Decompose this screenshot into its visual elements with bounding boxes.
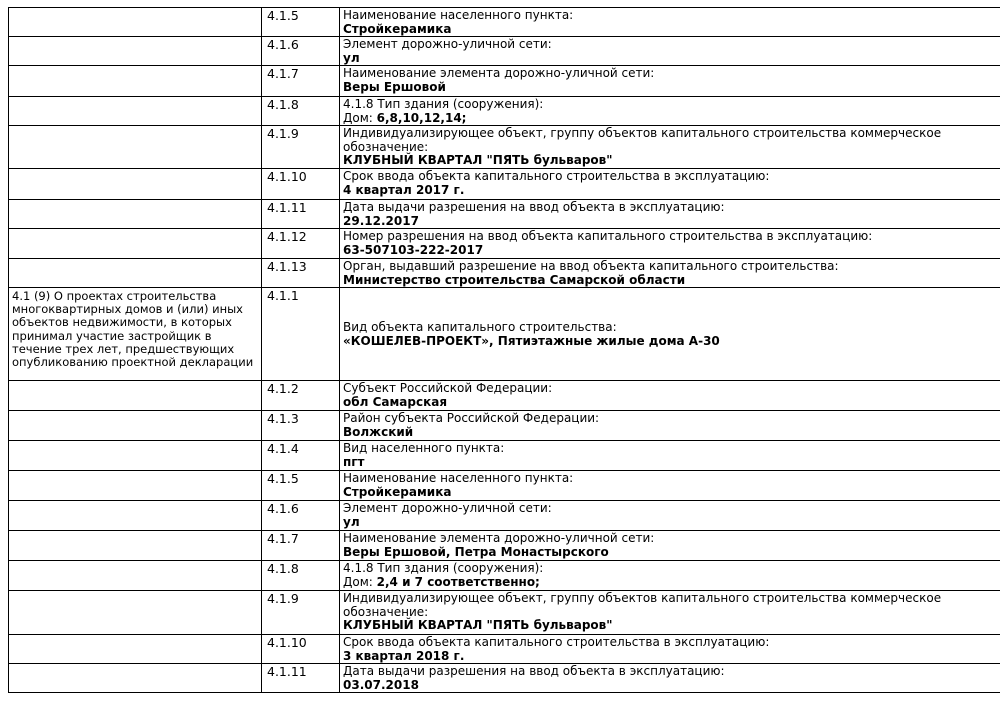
row-value-line	[343, 23, 1000, 37]
table-row	[9, 288, 1000, 381]
row-code: 4.1.7	[267, 531, 299, 546]
table-row	[9, 126, 1000, 169]
section-cell	[9, 411, 262, 441]
table-row	[9, 66, 1000, 97]
row-value: 6,8,10,12,14;	[376, 110, 467, 125]
table-row	[9, 169, 1000, 200]
row-value: пгт	[343, 454, 365, 469]
row-value: Министерство строительства Самарской области	[343, 272, 686, 287]
section-cell	[9, 635, 262, 664]
row-value: КЛУБНЫЙ КВАРТАЛ "ПЯТЬ бульваров"	[343, 153, 613, 167]
value-cell	[340, 66, 1000, 97]
value-cell	[340, 411, 1000, 441]
value-cell	[340, 381, 1000, 411]
row-value-line	[343, 335, 1000, 349]
code-cell	[262, 97, 340, 126]
code-cell	[262, 561, 340, 591]
table-row	[9, 561, 1000, 591]
row-value: «КОШЕЛЕВ-ПРОЕКТ», Пятиэтажные жилые дома А-30	[343, 333, 720, 348]
row-code: 4.1.13	[267, 259, 307, 274]
value-cell	[340, 229, 1000, 259]
code-cell	[262, 471, 340, 501]
row-label: Вид населенного пункта:	[343, 441, 505, 455]
table-row	[9, 501, 1000, 531]
row-value-prefix: Дом:	[343, 110, 377, 125]
row-label: Дата выдачи разрешения на ввод объекта в эксплуатацию:	[343, 200, 725, 214]
row-value-line	[343, 215, 1000, 229]
section-cell	[9, 501, 262, 531]
section-cell	[9, 200, 262, 229]
row-label: Район субъекта Российской Федерации:	[343, 411, 600, 425]
code-cell	[262, 126, 340, 169]
row-label: Наименование элемента дорожно-уличной сети:	[343, 531, 655, 545]
row-value: ул	[343, 514, 360, 529]
row-value-line	[343, 81, 1000, 95]
row-label: 4.1.8 Тип здания (сооружения):	[343, 97, 544, 111]
row-value: 03.07.2018	[343, 677, 419, 692]
row-label: Элемент дорожно-уличной сети:	[343, 501, 552, 515]
value-cell	[340, 591, 1000, 635]
section-cell	[9, 441, 262, 471]
table-row	[9, 97, 1000, 126]
table-row	[9, 411, 1000, 441]
code-cell	[262, 288, 340, 381]
row-code: 4.1.11	[267, 200, 307, 215]
code-cell	[262, 411, 340, 441]
row-value-line	[343, 679, 1000, 693]
section-cell	[9, 126, 262, 169]
value-cell	[340, 531, 1000, 561]
row-label: Срок ввода объекта капитального строительства в эксплуатацию:	[343, 635, 770, 649]
code-cell	[262, 664, 340, 693]
code-cell	[262, 635, 340, 664]
code-cell	[262, 200, 340, 229]
code-cell	[262, 229, 340, 259]
row-value-line	[343, 184, 1000, 198]
table-row	[9, 471, 1000, 501]
row-label: Дата выдачи разрешения на ввод объекта в эксплуатацию:	[343, 664, 725, 678]
row-label: Вид объекта капитального строительства:	[343, 320, 617, 334]
value-cell	[340, 126, 1000, 169]
row-code: 4.1.12	[267, 229, 307, 244]
row-value: Волжский	[343, 424, 414, 439]
section-cell	[9, 37, 262, 66]
code-cell	[262, 501, 340, 531]
row-value: Стройкерамика	[343, 21, 452, 36]
row-value: КЛУБНЫЙ КВАРТАЛ "ПЯТЬ бульваров"	[343, 618, 613, 632]
row-value: 3 квартал 2018 г.	[343, 648, 465, 663]
row-code: 4.1.11	[267, 664, 307, 679]
code-cell	[262, 441, 340, 471]
value-cell	[340, 635, 1000, 664]
table-row	[9, 635, 1000, 664]
row-label: 4.1.8 Тип здания (сооружения):	[343, 561, 544, 575]
row-value-line	[343, 426, 1000, 440]
section-cell	[9, 229, 262, 259]
value-cell	[340, 664, 1000, 693]
value-cell	[340, 8, 1000, 37]
row-value-line	[343, 576, 1000, 590]
row-code: 4.1.6	[267, 501, 299, 516]
value-cell	[340, 288, 1000, 381]
row-code: 4.1.5	[267, 8, 299, 23]
section-cell	[9, 471, 262, 501]
row-label: Индивидуализирующее объект, группу объектов капитального строительства коммерческое обозначение:	[343, 126, 942, 154]
row-value: 29.12.2017	[343, 213, 419, 228]
table-row	[9, 8, 1000, 37]
row-label: Индивидуализирующее объект, группу объектов капитального строительства коммерческое обозначение:	[343, 591, 942, 619]
section-cell	[9, 66, 262, 97]
row-code: 4.1.8	[267, 97, 299, 112]
code-cell	[262, 591, 340, 635]
table-row	[9, 229, 1000, 259]
code-cell	[262, 381, 340, 411]
row-value-line	[343, 274, 1000, 288]
row-value: 2,4 и 7 соответственно;	[376, 574, 540, 589]
value-cell	[340, 561, 1000, 591]
row-code: 4.1.3	[267, 411, 299, 426]
row-code: 4.1.10	[267, 635, 307, 650]
row-code: 4.1.8	[267, 561, 299, 576]
row-value: обл Самарская	[343, 394, 448, 409]
table-row	[9, 200, 1000, 229]
row-value-line	[343, 112, 1000, 126]
section-label: 4.1 (9) О проектах строительства многоквартирных домов и (или) иных объектов недвижимости, в которых принимал участие застройщик в течение трех лет, предшествующих опубликованию проектной декларации	[12, 289, 254, 370]
value-cell	[340, 169, 1000, 200]
row-value-line	[343, 619, 1000, 633]
value-cell	[340, 471, 1000, 501]
code-cell	[262, 66, 340, 97]
row-code: 4.1.1	[267, 288, 299, 303]
row-value: 4 квартал 2017 г.	[343, 182, 465, 197]
section-cell	[9, 97, 262, 126]
row-code: 4.1.6	[267, 37, 299, 52]
code-cell	[262, 259, 340, 288]
row-label: Номер разрешения на ввод объекта капитального строительства в эксплуатацию:	[343, 229, 873, 243]
row-code: 4.1.4	[267, 441, 299, 456]
row-value-line	[343, 516, 1000, 530]
table-row	[9, 664, 1000, 693]
row-label: Орган, выдавший разрешение на ввод объекта капитального строительства:	[343, 259, 839, 273]
row-code: 4.1.7	[267, 66, 299, 81]
code-cell	[262, 169, 340, 200]
row-value: 63-507103-222-2017	[343, 242, 484, 257]
value-cell	[340, 501, 1000, 531]
row-value-line	[343, 650, 1000, 664]
table-row	[9, 591, 1000, 635]
value-cell	[340, 441, 1000, 471]
row-code: 4.1.2	[267, 381, 299, 396]
section-cell	[9, 169, 262, 200]
table-row	[9, 441, 1000, 471]
declaration-table	[8, 7, 1000, 693]
row-code: 4.1.5	[267, 471, 299, 486]
row-code: 4.1.9	[267, 126, 299, 141]
row-value: Веры Ершовой	[343, 79, 446, 94]
row-value-line	[343, 154, 1000, 168]
row-value-line	[343, 546, 1000, 560]
row-label: Срок ввода объекта капитального строительства в эксплуатацию:	[343, 169, 770, 183]
row-value-line	[343, 456, 1000, 470]
value-cell	[340, 259, 1000, 288]
value-cell	[340, 200, 1000, 229]
row-value-line	[343, 396, 1000, 410]
row-label: Наименование элемента дорожно-уличной сети:	[343, 66, 655, 80]
code-cell	[262, 531, 340, 561]
row-label: Субъект Российской Федерации:	[343, 381, 553, 395]
row-value-prefix: Дом:	[343, 574, 377, 589]
section-cell	[9, 664, 262, 693]
table-row	[9, 531, 1000, 561]
table-row	[9, 381, 1000, 411]
value-cell	[340, 97, 1000, 126]
row-label: Наименование населенного пункта:	[343, 471, 574, 485]
code-cell	[262, 37, 340, 66]
value-cell	[340, 37, 1000, 66]
section-cell	[9, 8, 262, 37]
table-row	[9, 37, 1000, 66]
section-cell	[9, 531, 262, 561]
row-label: Наименование населенного пункта:	[343, 8, 574, 22]
section-cell	[9, 591, 262, 635]
section-cell	[9, 381, 262, 411]
section-cell	[9, 288, 262, 381]
row-label: Элемент дорожно-уличной сети:	[343, 37, 552, 51]
row-value-line	[343, 486, 1000, 500]
row-value-line	[343, 52, 1000, 66]
row-value-line	[343, 244, 1000, 258]
row-code: 4.1.10	[267, 169, 307, 184]
row-value: ул	[343, 50, 360, 65]
row-value: Стройкерамика	[343, 484, 452, 499]
section-cell	[9, 561, 262, 591]
row-code: 4.1.9	[267, 591, 299, 606]
table-row	[9, 259, 1000, 288]
section-cell	[9, 259, 262, 288]
row-value: Веры Ершовой, Петра Монастырского	[343, 544, 609, 559]
code-cell	[262, 8, 340, 37]
